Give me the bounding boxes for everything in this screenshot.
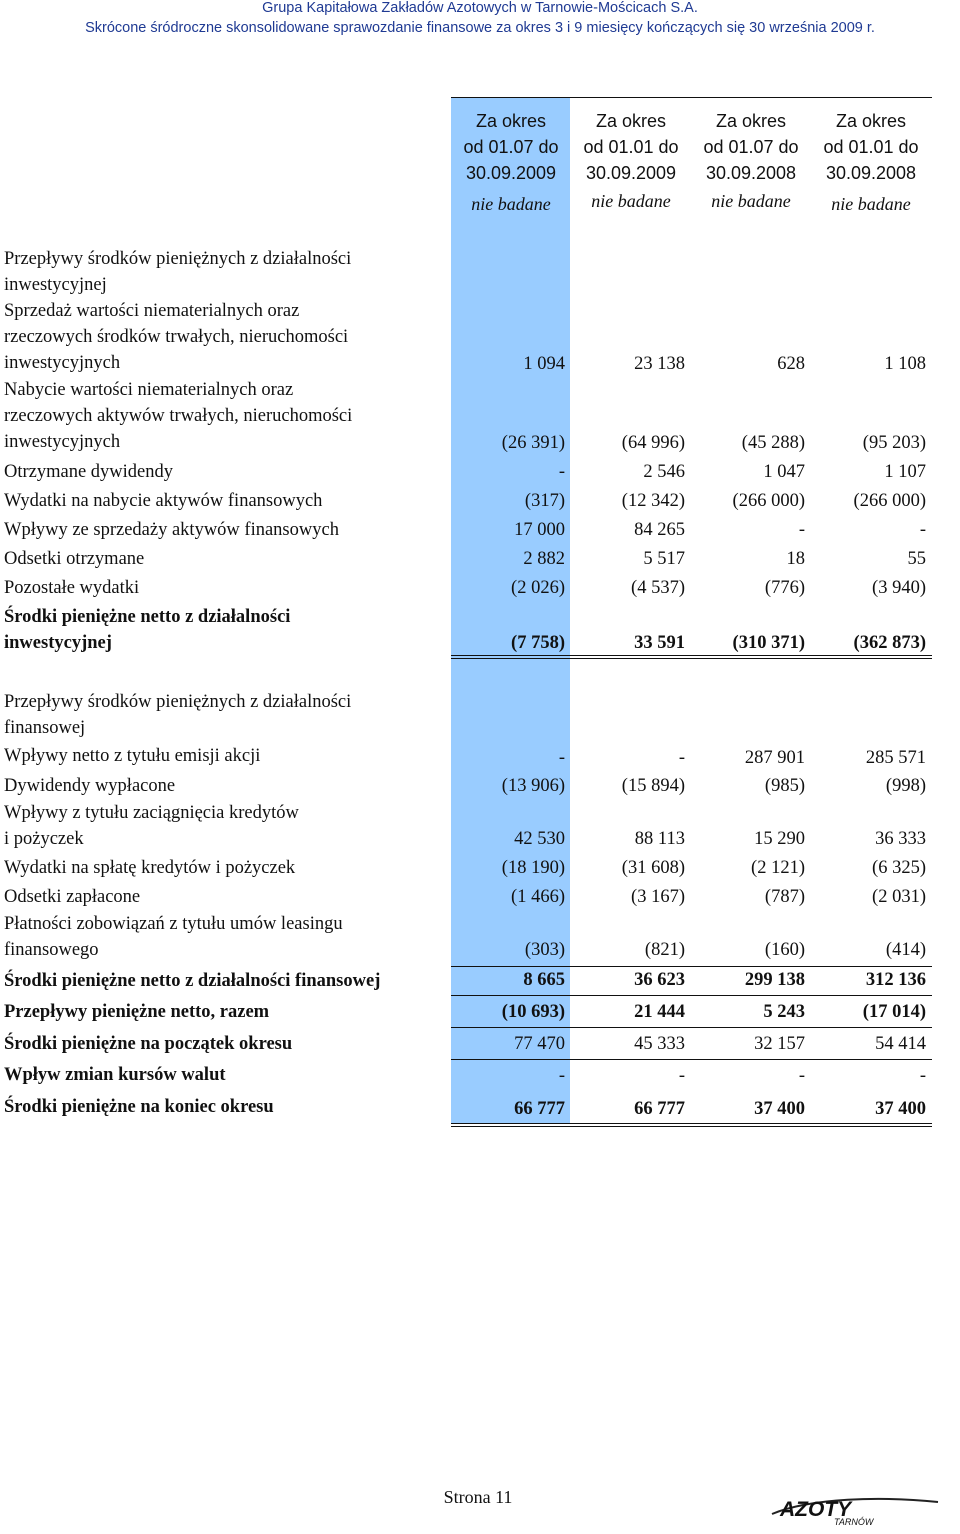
cell-value: (7 758) — [511, 633, 565, 653]
row-label-total — [4, 968, 380, 994]
cell-value: 5 517 — [643, 549, 685, 569]
row-label — [4, 517, 339, 543]
column-header — [691, 108, 811, 186]
label-line: rzeczowych aktywów trwałych, nieruchomości — [4, 406, 353, 426]
label-line: Środki pieniężne netto z działalności finansowej — [4, 971, 381, 991]
column-header — [451, 108, 571, 186]
cell-value: (45 288) — [741, 432, 805, 453]
label-line: Środki pieniężne na początek okresu — [4, 1034, 293, 1054]
cell-value: (303) — [524, 940, 565, 961]
final-double-rule — [451, 1126, 932, 1127]
logo-wordmark: AZOTY — [780, 1498, 852, 1521]
label-line: Dywidendy wypłacone — [4, 776, 176, 796]
audit-status: nie badane — [711, 191, 791, 211]
cell-value: (10 693) — [501, 1002, 565, 1022]
cell-value: (26 391) — [501, 432, 565, 453]
cell-value: 5 243 — [763, 1002, 805, 1022]
label-line: Odsetki zapłacone — [4, 887, 141, 907]
cell-value: 33 591 — [634, 633, 685, 653]
label-line: finansowego — [4, 940, 99, 960]
cell-value: (13 906) — [501, 776, 565, 796]
column-header-line: 30.09.2008 — [825, 163, 917, 183]
report-company-name: Grupa Kapitałowa Zakładów Azotowych w Tarnowie-Mościcach S.A. — [262, 0, 698, 16]
cell-value: (776) — [764, 578, 805, 598]
label-line: Nabycie wartości niematerialnych oraz — [4, 380, 294, 400]
cell-value: 21 444 — [634, 1002, 685, 1022]
label-line: Otrzymane dywidendy — [4, 462, 174, 482]
label-line: inwestycyjnych — [4, 432, 121, 452]
cell-value: (2 121) — [751, 858, 805, 878]
cell-value: - — [798, 520, 805, 540]
cell-value: (2 026) — [511, 578, 565, 598]
cell-value: (18 190) — [501, 858, 565, 878]
column-header — [811, 108, 931, 186]
cell-value: (3 940) — [872, 578, 926, 598]
cell-value: (6 325) — [872, 858, 926, 878]
cell-value: (64 996) — [621, 432, 685, 453]
cell-value: (317) — [524, 491, 565, 511]
cell-value: 54 414 — [875, 1034, 926, 1054]
row-label — [4, 377, 352, 455]
cell-value: (2 031) — [872, 887, 926, 907]
cell-value: - — [919, 520, 926, 540]
cell-value: - — [558, 462, 565, 482]
label-line: Przepływy środków pieniężnych z działalności — [4, 249, 352, 269]
cell-value: 77 470 — [514, 1034, 565, 1054]
column-header-line: Za okres — [715, 111, 787, 131]
row-label — [4, 575, 139, 601]
cell-value: (31 608) — [621, 858, 685, 878]
label-line: Wydatki na spłatę kredytów i pożyczek — [4, 858, 296, 878]
column-header — [571, 108, 691, 186]
label-line: Wydatki na nabycie aktywów finansowych — [4, 491, 323, 511]
cell-value: 42 530 — [514, 829, 565, 850]
column-header-line: 30.09.2008 — [705, 163, 797, 183]
cell-value: 84 265 — [634, 520, 685, 540]
label-line: Odsetki otrzymane — [4, 549, 145, 569]
audit-status: nie badane — [471, 194, 551, 214]
label-line: Pozostałe wydatki — [4, 578, 140, 598]
column-header-line: od 01.01 do — [823, 137, 919, 157]
cell-value: - — [558, 748, 565, 768]
cell-value: (95 203) — [862, 432, 926, 453]
row-label — [4, 800, 299, 852]
label-line: Płatności zobowiązań z tytułu umów leasingu — [4, 914, 343, 934]
column-header-line: 30.09.2009 — [465, 163, 557, 183]
cell-value: (998) — [885, 776, 926, 796]
cell-value: 312 136 — [865, 970, 926, 990]
cell-value: 299 138 — [744, 970, 805, 990]
row-label — [4, 911, 343, 963]
row-label-total — [4, 604, 290, 656]
cell-value: (15 894) — [621, 776, 685, 796]
cell-value: 2 546 — [643, 462, 685, 482]
label-line: Sprzedaż wartości niematerialnych oraz — [4, 301, 300, 321]
row-label — [4, 855, 295, 881]
cell-value: (266 000) — [853, 491, 926, 511]
summary-label — [4, 1031, 292, 1057]
cell-value: (362 873) — [853, 633, 926, 653]
cell-value: 1 094 — [523, 353, 565, 374]
label-line: inwestycyjnej — [4, 633, 112, 653]
section-title-investing — [4, 246, 351, 298]
label-line: Wpływ zmian kursów walut — [4, 1065, 226, 1085]
label-line: finansowej — [4, 718, 86, 738]
cell-value: 36 623 — [634, 970, 685, 990]
cell-value: 17 000 — [514, 520, 565, 540]
label-line: i pożyczek — [4, 829, 84, 849]
cell-value: (414) — [885, 940, 926, 961]
cell-value: 66 777 — [634, 1099, 685, 1119]
cell-value: - — [798, 1066, 805, 1086]
audit-status: nie badane — [591, 191, 671, 211]
report-subtitle: Skrócone śródroczne skonsolidowane sprawozdanie finansowe za okres 3 i 9 miesięcy kończących się 30 września 2009 r. — [85, 20, 875, 36]
cell-value: (266 000) — [732, 491, 805, 511]
cell-value: 1 047 — [763, 462, 805, 482]
page-number: Strona 11 — [443, 1487, 513, 1507]
cell-value: 628 — [777, 353, 805, 374]
cell-value: 1 107 — [884, 462, 926, 482]
label-line: Wpływy z tytułu zaciągnięcia kredytów — [4, 803, 299, 823]
table-top-rule — [451, 97, 932, 98]
cell-value: (17 014) — [862, 1002, 926, 1022]
column-header-line: 30.09.2009 — [585, 163, 677, 183]
section-title-financing — [4, 689, 351, 741]
final-double-rule — [451, 1123, 932, 1124]
cell-value: 287 901 — [744, 748, 805, 768]
label-line: Środki pieniężne netto z działalności — [4, 607, 291, 627]
cell-value: 36 333 — [875, 829, 926, 850]
row-label — [4, 884, 140, 910]
logo-subtext: TARNÓW — [834, 1517, 874, 1526]
cell-value: 32 157 — [754, 1034, 805, 1054]
cell-value: (4 537) — [631, 578, 685, 598]
row-label — [4, 743, 260, 769]
summary-rule — [451, 1059, 932, 1060]
column-header-line: Za okres — [475, 111, 547, 131]
cell-value: 1 108 — [884, 353, 926, 374]
cell-value: (787) — [764, 887, 805, 907]
cell-value: (985) — [764, 776, 805, 796]
cell-value: - — [678, 748, 685, 768]
label-line: inwestycyjnej — [4, 275, 107, 295]
column-header-line: od 01.01 do — [583, 137, 679, 157]
subtotal-rule — [451, 995, 932, 996]
label-line: inwestycyjnych — [4, 353, 121, 373]
cell-value: (310 371) — [732, 633, 805, 653]
cell-value: (160) — [764, 940, 805, 961]
label-line: rzeczowych środków trwałych, nieruchomości — [4, 327, 349, 347]
cell-value: - — [678, 1066, 685, 1086]
summary-rule — [451, 1027, 932, 1028]
cell-value: 15 290 — [754, 829, 805, 850]
cell-value: 8 665 — [523, 970, 565, 990]
column-header-line: od 01.07 do — [463, 137, 559, 157]
summary-label — [4, 1094, 274, 1120]
cell-value: (821) — [644, 940, 685, 961]
column-header-line: Za okres — [835, 111, 907, 131]
cell-value: 285 571 — [865, 748, 926, 768]
cell-value: (12 342) — [621, 491, 685, 511]
subtotal-rule — [451, 966, 932, 967]
cell-value: 66 777 — [514, 1099, 565, 1119]
cell-value: (1 466) — [511, 887, 565, 907]
cell-value: (3 167) — [631, 887, 685, 907]
cell-value: - — [919, 1066, 926, 1086]
summary-label — [4, 999, 269, 1025]
cell-value: 55 — [907, 549, 926, 569]
column-header-line: Za okres — [595, 111, 667, 131]
row-label — [4, 773, 175, 799]
label-line: Przepływy środków pieniężnych z działalności — [4, 692, 352, 712]
row-label — [4, 298, 348, 376]
row-label — [4, 546, 144, 572]
label-line: Środki pieniężne na koniec okresu — [4, 1097, 274, 1117]
total-double-rule — [451, 658, 932, 659]
total-double-rule — [451, 655, 932, 656]
cell-value: 45 333 — [634, 1034, 685, 1054]
row-label — [4, 488, 322, 514]
cell-value: 2 882 — [523, 549, 565, 569]
audit-status: nie badane — [831, 194, 911, 214]
cell-value: 23 138 — [634, 353, 685, 374]
cell-value: 37 400 — [754, 1099, 805, 1119]
label-line: Przepływy pieniężne netto, razem — [4, 1002, 270, 1022]
summary-label — [4, 1062, 226, 1088]
cell-value: - — [558, 1066, 565, 1086]
cell-value: 37 400 — [875, 1099, 926, 1119]
label-line: Wpływy netto z tytułu emisji akcji — [4, 746, 261, 766]
label-line: Wpływy ze sprzedaży aktywów finansowych — [4, 520, 339, 540]
cell-value: 18 — [786, 549, 805, 569]
azoty-logo — [770, 1494, 942, 1526]
column-header-line: od 01.07 do — [703, 137, 799, 157]
row-label — [4, 459, 173, 485]
cell-value: 88 113 — [634, 829, 685, 850]
